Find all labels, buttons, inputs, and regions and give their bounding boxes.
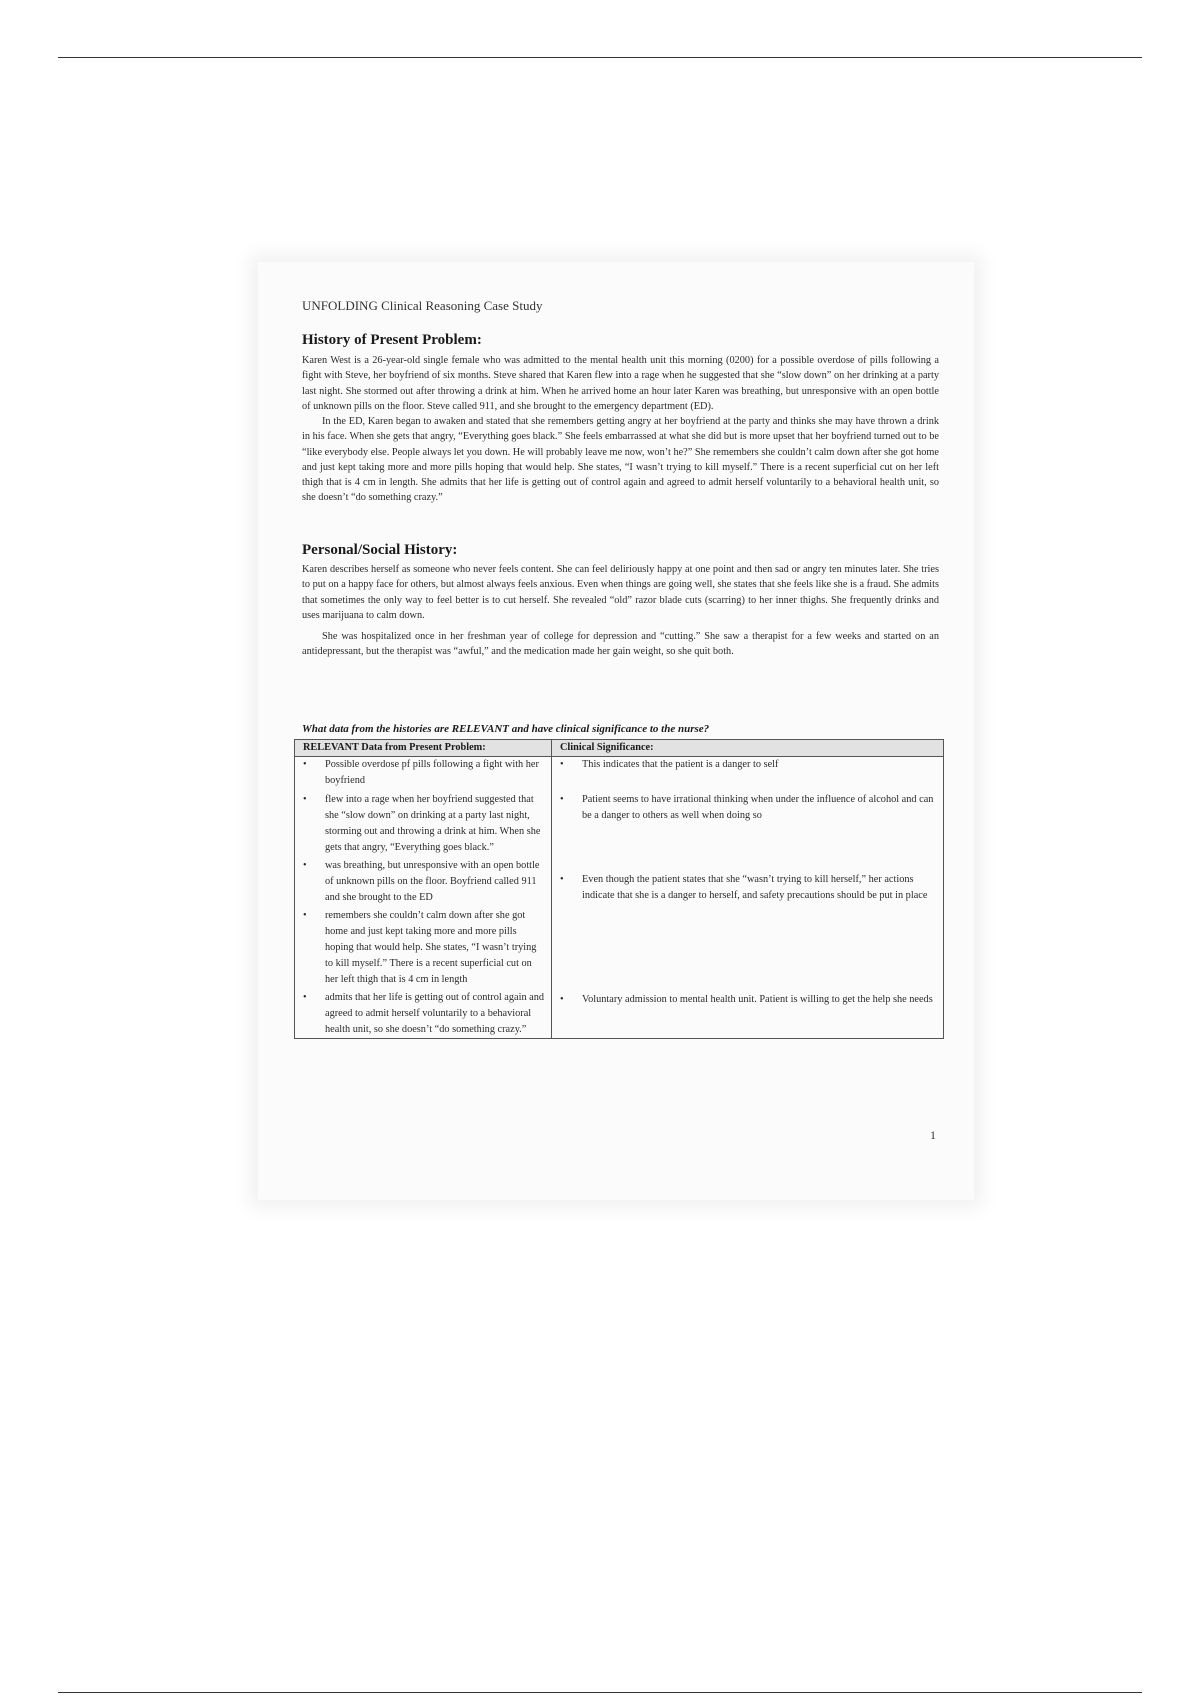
bullet-icon: • — [303, 910, 307, 921]
relevant-data-cell: admits that her life is getting out of control again and agreed to admit herself voluntarily to a behavioral health unit, so she doesn’t “do something crazy.” — [325, 992, 545, 1035]
bullet-icon: • — [560, 759, 564, 770]
relevant-data-cell: remembers she couldn’t calm down after she got home and just kept taking more and more pills hoping that would help. She states, “I wasn’t trying to kill myself.” There is a recent superficial cut on her left thigh that is 4 cm in length — [325, 910, 537, 985]
bullet-icon: • — [560, 994, 564, 1005]
relevant-data-table — [294, 739, 944, 1039]
column-header-clinical-significance: Clinical Significance: — [552, 740, 944, 757]
table-row — [295, 757, 944, 793]
page-number: 1 — [930, 1128, 936, 1142]
table-question: What data from the histories are RELEVANT and have clinical significance to the nurse? — [302, 723, 710, 735]
section-heading-present-problem: History of Present Problem: — [302, 332, 482, 348]
bullet-icon: • — [303, 860, 307, 871]
relevant-data-cell: Possible overdose pf pills following a fight with her boyfriend — [325, 759, 539, 786]
top-rule — [58, 57, 1142, 58]
table-header-row — [295, 740, 944, 757]
present-problem-paragraph-2: In the ED, Karen began to awaken and stated that she remembers getting angry at her boyfriend at the party and thinks she may have thrown a drink in his face. When she gets that angry, “Everything goes black.” She feels embarrassed at what she did but is more upset that her boyfriend turned out to be “like everybody else. People always let you down. He will probably leave me now, won’t he?” She remembers she couldn’t calm down after she got home and just kept taking more and more pills hoping that would help. She states, “I wasn’t trying to kill myself.” There is a recent superficial cut on her left thigh that is 4 cm in length. She admits that her life is getting out of control again and agreed to admit herself voluntarily to a behavioral health unit, so she doesn’t “do something crazy.” — [302, 416, 939, 504]
relevant-data-cell: was breathing, but unresponsive with an open bottle of unknown pills on the floor. Boyfriend called 911 and she brought to the ED — [325, 860, 540, 903]
bullet-icon: • — [560, 874, 564, 885]
relevant-data-cell: flew into a rage when her boyfriend suggested that she “slow down” on drinking at a party last night, storming out and throwing a drink at him. When she gets that angry, “Everything goes black.” — [325, 794, 541, 853]
document-page — [258, 262, 974, 1200]
column-header-relevant-data: RELEVANT Data from Present Problem: — [295, 740, 552, 757]
clinical-significance-cell: Even though the patient states that she “wasn’t trying to kill herself,” her actions indicate that she is a danger to herself, and safety precautions should be put in place — [582, 874, 928, 901]
bullet-icon: • — [303, 992, 307, 1003]
bullet-icon: • — [303, 794, 307, 805]
bottom-rule — [58, 1692, 1142, 1693]
table-row — [295, 792, 944, 858]
bullet-icon: • — [303, 759, 307, 770]
social-history-paragraph-1: Karen describes herself as someone who never feels content. She can feel deliriously happy at one point and then sad or angry ten minutes later. She tries to put on a happy face for others, but almost always feels anxious. Even when things are going well, she states that she feels like she is a fraud. She admits that sometimes the only way to feel better is to cut herself. She revealed “old” razor blade cuts (scarring) to her inner thighs. She frequently drinks and uses marijuana to calm down. — [302, 564, 939, 621]
clinical-significance-cell: Patient seems to have irrational thinking when under the influence of alcohol and can be a danger to others as well when doing so — [582, 794, 934, 821]
social-history-paragraph-2: She was hospitalized once in her freshman year of college for depression and “cutting.” She saw a therapist for a few weeks and started on an antidepressant, but the therapist was “awful,” and the medication made her gain weight, so she quit both. — [302, 631, 939, 658]
section-heading-social-history: Personal/Social History: — [302, 542, 458, 558]
clinical-significance-cell: This indicates that the patient is a danger to self — [582, 759, 779, 770]
table-row — [295, 858, 944, 908]
clinical-significance-cell: Voluntary admission to mental health unit. Patient is willing to get the help she needs — [582, 994, 933, 1005]
table-row — [295, 908, 944, 990]
document-header: UNFOLDING Clinical Reasoning Case Study — [302, 298, 543, 313]
table-row — [295, 990, 944, 1039]
bullet-icon: • — [560, 794, 564, 805]
present-problem-paragraph-1: Karen West is a 26-year-old single female who was admitted to the mental health unit this morning (0200) for a possible overdose of pills following a fight with Steve, her boyfriend of six months. Steve shared that Karen flew into a rage when he suggested that she “slow down” on her drinking at a party last night. She stormed out after throwing a drink at him. When he arrived home an hour later Karen was breathing, but unresponsive with an open bottle of unknown pills on the floor. Steve called 911, and she brought to the emergency department (ED). — [302, 355, 939, 412]
